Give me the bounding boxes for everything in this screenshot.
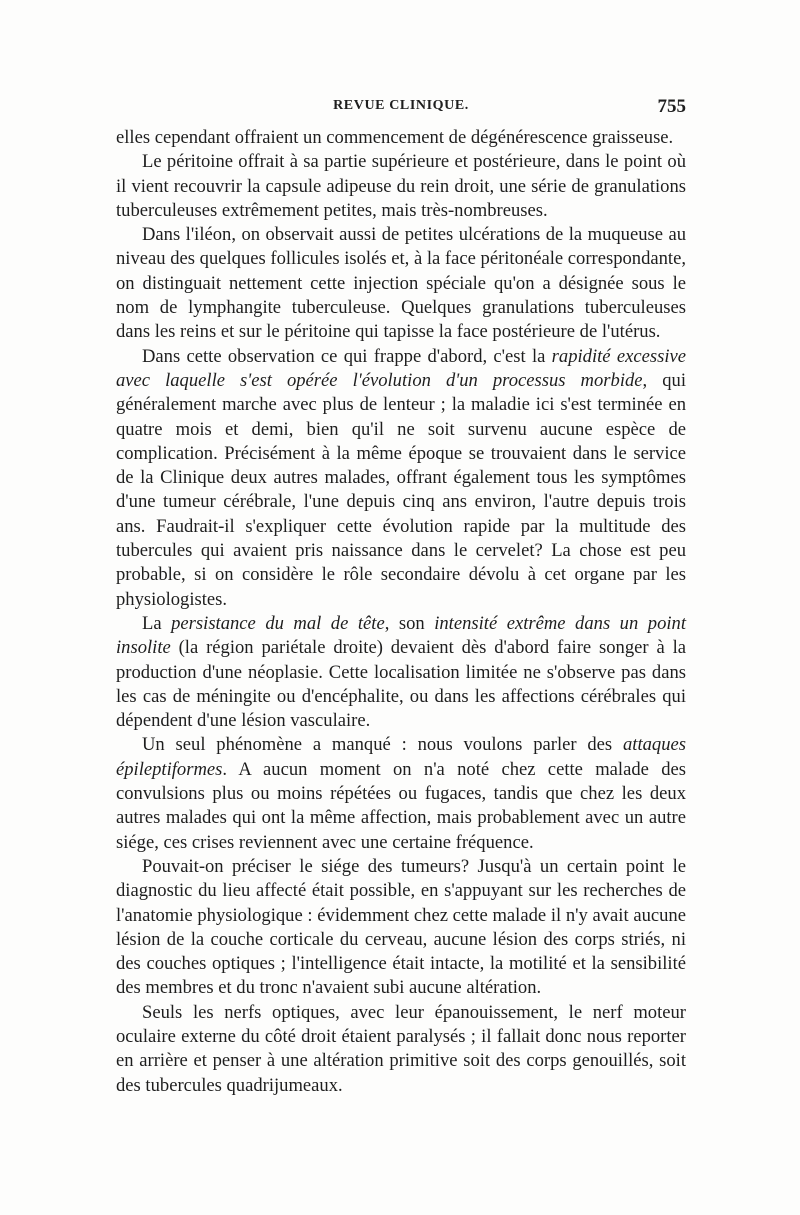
text-run: elles cependant offraient un commencement de dégénérescence graisseuse. [116,127,674,148]
text-run: , son [384,612,435,634]
text-run: . A aucun moment on n'a noté chez cette malade des convulsions plus ou moins répétées ou fugaces, tandis que chez les deux autres malades qui ont la même affection, mais probablement avec un autre siége, ces crises reviennent avec une certaine fréquence. [116,758,686,853]
paragraph [116,855,686,1001]
italic-emphasis: rapidité excessive avec laquelle s'est opérée l'évolution d'un processus morbide [116,345,686,391]
paragraph [116,150,686,223]
text-run: Seuls les nerfs optiques, avec leur épanouissement, le nerf moteur oculaire externe du côté droit étaient paralysés ; il fallait donc nous reporter en arrière et penser à une altération primitive soit des corps genouillés, soit des tubercules quadrijumeaux. [116,1001,686,1096]
italic-emphasis: intensité extrême dans un point insolite [116,612,687,659]
text-run: Dans l'iléon, on observait aussi de petites ulcérations de la muqueuse au niveau des quelques follicules isolés et, à la face péritonéale correspondante, on distinguait nettement cette injection spéciale qu'on a désignée sous le nom de lymphangite tuberculeuse. Quelques granulations tuberculeuses dans les reins et sur le péritoine qui tapisse la face postérieure de l'utérus. [116,224,686,343]
paragraph [116,733,686,854]
paragraph [116,612,686,733]
page-header [116,96,686,120]
paragraph [116,126,686,150]
italic-emphasis: persistance du mal de tête [171,612,385,634]
page-number: 755 [657,96,686,117]
text-run: La [142,612,172,634]
running-title: REVUE CLINIQUE. [333,98,469,113]
text-run: (la région pariétale droite) devaient dès d'abord faire songer à la production d'une néoplasie. Cette localisation limitée ne s'observe pas dans les cas de méningite ou d'encéphalite, ou dans les affections cérébrales qui dépendent d'une lésion vasculaire. [116,637,686,732]
paragraph [116,345,686,612]
paragraph [116,223,686,344]
text-run: Dans cette observation ce qui frappe d'abord, c'est la [142,345,552,367]
text-run: Pouvait-on préciser le siége des tumeurs? Jusqu'à un certain point le diagnostic du lieu affecté était possible, en s'appuyant sur les recherches de l'anatomie physiologique : évidemment chez cette malade il n'y avait aucune lésion de la couche corticale du cerveau, aucune lésion des corps striés, ni des couches optiques ; l'intelligence était intacte, la motilité et la sensibilité des membres et du tronc n'avaient subi aucune altération. [116,855,686,999]
paragraph [116,1001,686,1098]
text-run: Le péritoine offrait à sa partie supérieure et postérieure, dans le point où il vient recouvrir la capsule adipeuse du rein droit, une série de granulations tuberculeuses extrêmement petites, mais très-nombreuses. [116,151,686,221]
italic-emphasis: attaques épileptiformes [116,734,686,780]
body-text [116,126,686,1098]
text-run: , qui généralement marche avec plus de lenteur ; la maladie ici s'est terminée en quatre mois et demi, bien qu'il ne soit survenu aucune espèce de complication. Précisément à la même époque se trouvaient dans le service de la Clinique deux autres malades, offrant également tous les symptômes d'une tumeur cérébrale, l'une depuis cinq ans environ, l'autre depuis trois ans. Faudrait-il s'expliquer cette évolution rapide par la multitude des tubercules qui avaient pris naissance dans le cervelet? La chose est peu probable, si on considère le rôle secondaire dévolu à cet organe par les physiologistes. [116,369,686,610]
text-run: Un seul phénomène a manqué : nous voulons parler des [142,734,623,756]
